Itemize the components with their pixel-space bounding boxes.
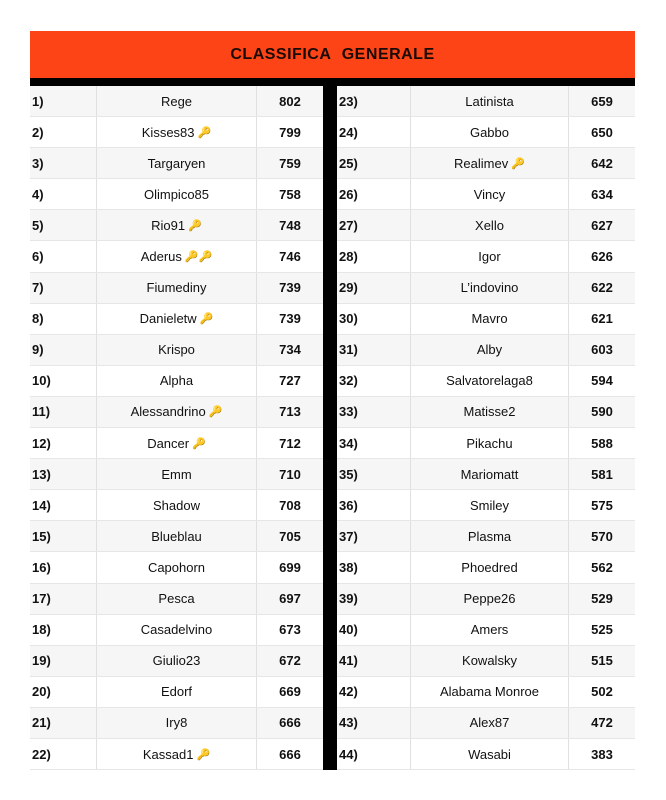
player-score: 748 <box>279 217 301 233</box>
rank-position: 18) <box>32 622 51 638</box>
player-name: Edorf <box>160 684 193 700</box>
table-row <box>30 428 323 459</box>
player-score: 705 <box>279 528 301 544</box>
player-name-cell <box>96 552 257 582</box>
player-name: Alabama Monroe <box>440 684 539 700</box>
rank-position: 13) <box>32 466 51 482</box>
rank-position: 3) <box>32 155 44 171</box>
player-name-cell <box>410 397 569 427</box>
player-name-cell <box>410 273 569 303</box>
player-name-cell <box>410 86 569 116</box>
player-name: Targaryen <box>147 155 206 171</box>
table-row <box>30 397 323 428</box>
table-row <box>337 210 635 241</box>
player-score: 673 <box>279 622 301 638</box>
table-row <box>30 366 323 397</box>
table-row <box>337 273 635 304</box>
table-row <box>337 490 635 521</box>
player-name-cell <box>410 490 569 520</box>
table-row <box>337 615 635 646</box>
player-score: 594 <box>591 373 613 389</box>
header-banner <box>30 31 635 78</box>
table-row <box>30 739 323 770</box>
player-score: 672 <box>279 653 301 669</box>
player-name: Rio91 <box>151 217 186 233</box>
player-name-cell <box>410 677 569 707</box>
player-name: Smiley <box>469 497 509 513</box>
table-row <box>337 677 635 708</box>
rank-position: 44) <box>339 746 358 762</box>
player-score: 529 <box>591 591 613 607</box>
player-name: Danieletw <box>139 311 197 327</box>
table-row <box>337 117 635 148</box>
player-name-cell <box>96 615 257 645</box>
key-icon: 🔑 <box>199 313 214 326</box>
player-score: 758 <box>279 186 301 202</box>
player-name: Rege <box>160 93 193 109</box>
table-row <box>337 335 635 366</box>
table-row <box>30 304 323 335</box>
player-name: Kassad1 <box>142 746 194 762</box>
rank-position: 32) <box>339 373 358 389</box>
player-score: 588 <box>591 435 613 451</box>
player-score: 697 <box>279 591 301 607</box>
rank-position: 2) <box>32 124 44 140</box>
player-name: Iry8 <box>165 715 188 731</box>
rank-position: 17) <box>32 591 51 607</box>
page-title: CLASSIFICA GENERALE <box>230 45 435 63</box>
rank-position: 19) <box>32 653 51 669</box>
player-name-cell <box>410 646 569 676</box>
rank-position: 34) <box>339 435 358 451</box>
rank-position: 42) <box>339 684 358 700</box>
player-score: 727 <box>279 373 301 389</box>
player-name: Xello <box>475 217 504 233</box>
player-score: 575 <box>591 497 613 513</box>
player-name-cell <box>410 335 569 365</box>
player-name: Wasabi <box>468 746 511 762</box>
key-icon: 🔑 <box>511 157 525 170</box>
rank-position: 22) <box>32 746 51 762</box>
ranking-column-left <box>30 86 323 770</box>
ranking-column-right <box>337 86 635 770</box>
player-score: 590 <box>591 404 613 420</box>
player-name-cell <box>410 708 569 738</box>
player-name: Phoedred <box>461 559 518 575</box>
table-row <box>337 708 635 739</box>
player-name-cell <box>410 304 569 334</box>
player-name-cell <box>96 86 257 116</box>
player-name: Peppe26 <box>463 591 516 607</box>
player-score: 581 <box>591 466 613 482</box>
player-name: Alby <box>476 342 503 358</box>
rank-position: 5) <box>32 217 44 233</box>
player-score: 634 <box>591 186 613 202</box>
rank-position: 7) <box>32 280 44 296</box>
rank-position: 9) <box>32 342 44 358</box>
player-name: Capohorn <box>147 559 206 575</box>
player-score: 699 <box>279 559 301 575</box>
player-name: Pesca <box>158 591 195 607</box>
player-score: 669 <box>279 684 301 700</box>
rank-position: 40) <box>339 622 358 638</box>
player-name: Vincy <box>473 186 506 202</box>
table-row <box>337 148 635 179</box>
player-score: 515 <box>591 653 613 669</box>
table-row <box>337 304 635 335</box>
player-name-cell <box>96 677 257 707</box>
table-row <box>30 646 323 677</box>
player-name: Pikachu <box>466 435 513 451</box>
player-name-cell <box>96 490 257 520</box>
rank-position: 30) <box>339 311 358 327</box>
table-row <box>337 739 635 770</box>
table-row <box>30 179 323 210</box>
table-row <box>30 677 323 708</box>
player-name-cell <box>96 148 257 178</box>
player-score: 739 <box>279 280 301 296</box>
player-name-cell <box>96 428 257 458</box>
player-score: 666 <box>279 715 301 731</box>
player-name: Plasma <box>467 528 512 544</box>
player-score: 759 <box>279 155 301 171</box>
player-score: 626 <box>591 249 613 265</box>
rank-position: 41) <box>339 653 358 669</box>
player-name: Casadelvino <box>140 622 213 638</box>
player-name: Giulio23 <box>152 653 201 669</box>
player-score: 383 <box>591 746 613 762</box>
table-row <box>337 646 635 677</box>
player-name-cell <box>96 708 257 738</box>
player-name: Dancer <box>147 435 190 451</box>
player-name: Gabbo <box>469 124 510 140</box>
rank-position: 38) <box>339 559 358 575</box>
table-row <box>337 397 635 428</box>
player-name-cell <box>96 521 257 551</box>
key-icon: 🔑 <box>184 251 199 264</box>
rank-position: 33) <box>339 404 358 420</box>
player-name: Olimpico85 <box>143 186 210 202</box>
table-row <box>337 366 635 397</box>
table-row <box>30 490 323 521</box>
rank-position: 24) <box>339 124 358 140</box>
table-row <box>30 708 323 739</box>
player-name: Blueblau <box>151 528 202 544</box>
player-name-cell <box>96 210 257 240</box>
table-row <box>337 521 635 552</box>
player-score: 713 <box>279 404 301 420</box>
player-score: 659 <box>591 93 613 109</box>
player-name: L’indovino <box>460 280 519 296</box>
rank-position: 26) <box>339 186 358 202</box>
player-name: Matisse2 <box>463 404 516 420</box>
rank-position: 28) <box>339 249 358 265</box>
player-name-cell <box>96 459 257 489</box>
rank-position: 37) <box>339 528 358 544</box>
rank-position: 14) <box>32 497 51 513</box>
table-row <box>30 117 323 148</box>
table-row <box>30 86 323 117</box>
rank-position: 25) <box>339 155 358 171</box>
column-divider-bar <box>323 86 337 770</box>
table-row <box>30 552 323 583</box>
player-name-cell <box>96 584 257 614</box>
rank-position: 36) <box>339 497 358 513</box>
rank-position: 23) <box>339 93 358 109</box>
player-score: 802 <box>279 93 301 109</box>
rank-position: 39) <box>339 591 358 607</box>
rank-position: 8) <box>32 311 44 327</box>
player-name: Fiumediny <box>146 280 207 296</box>
player-name: Amers <box>470 622 509 638</box>
player-score: 627 <box>591 217 613 233</box>
player-score: 642 <box>591 155 613 171</box>
player-name-cell <box>410 117 569 147</box>
key-icon: 🔑 <box>188 219 202 232</box>
player-name: Emm <box>161 466 192 482</box>
key-icon: 🔑 <box>208 406 223 419</box>
player-name-cell <box>96 739 257 769</box>
table-row <box>30 148 323 179</box>
player-name-cell <box>410 739 569 769</box>
player-score: 603 <box>591 342 613 358</box>
rank-position: 12) <box>32 435 51 451</box>
player-name: Salvatorelaga8 <box>446 373 533 389</box>
table-row <box>337 552 635 583</box>
rank-position: 29) <box>339 280 358 296</box>
player-score: 502 <box>591 684 613 700</box>
player-name-cell <box>410 366 569 396</box>
table-row <box>337 241 635 272</box>
player-name: Kowalsky <box>462 653 517 669</box>
player-score: 570 <box>591 528 613 544</box>
player-score: 650 <box>591 124 613 140</box>
rank-position: 21) <box>32 715 51 731</box>
player-score: 666 <box>279 746 301 762</box>
player-name-cell <box>96 646 257 676</box>
player-score: 734 <box>279 342 301 358</box>
player-name: Aderus <box>140 249 182 265</box>
table-row <box>30 210 323 241</box>
table-row <box>30 241 323 272</box>
player-name-cell <box>410 241 569 271</box>
player-name: Alpha <box>159 373 194 389</box>
rank-position: 43) <box>339 715 358 731</box>
player-name-cell <box>96 179 257 209</box>
player-name-cell <box>410 584 569 614</box>
player-name-cell <box>96 366 257 396</box>
player-name-cell <box>96 397 257 427</box>
player-score: 712 <box>279 435 301 451</box>
rank-position: 20) <box>32 684 51 700</box>
player-name-cell <box>410 459 569 489</box>
header-divider-bar <box>30 78 635 86</box>
table-row <box>30 335 323 366</box>
table-row <box>30 615 323 646</box>
rank-position: 15) <box>32 528 51 544</box>
player-score: 708 <box>279 497 301 513</box>
player-score: 525 <box>591 622 613 638</box>
table-row <box>337 86 635 117</box>
player-name-cell <box>410 210 569 240</box>
player-name: Realimev <box>454 155 509 171</box>
table-row <box>30 521 323 552</box>
rank-position: 31) <box>339 342 358 358</box>
rank-position: 4) <box>32 186 44 202</box>
player-name: Kisses83 <box>141 124 195 140</box>
player-name-cell <box>410 148 569 178</box>
player-name: Latinista <box>465 93 514 109</box>
player-score: 746 <box>279 249 301 265</box>
player-name: Krispo <box>158 342 195 358</box>
player-name-cell <box>410 615 569 645</box>
rank-position: 1) <box>32 93 44 109</box>
table-row <box>30 584 323 615</box>
player-score: 799 <box>279 124 301 140</box>
table-row <box>337 179 635 210</box>
rank-position: 6) <box>32 249 44 265</box>
player-name-cell <box>96 335 257 365</box>
key-icon: 🔑 <box>196 748 211 761</box>
player-name-cell <box>410 552 569 582</box>
player-name: Mariomatt <box>460 466 519 482</box>
player-score: 472 <box>591 715 613 731</box>
table-row <box>337 428 635 459</box>
rank-position: 27) <box>339 217 358 233</box>
table-row <box>30 459 323 490</box>
player-name: Mavro <box>471 311 508 327</box>
rank-position: 11) <box>32 404 51 420</box>
player-name-cell <box>96 273 257 303</box>
rank-position: 16) <box>32 559 51 575</box>
player-name-cell <box>410 521 569 551</box>
table-row <box>30 273 323 304</box>
player-name-cell <box>96 241 257 271</box>
key-icon: 🔑 <box>192 437 206 450</box>
player-name: Shadow <box>153 497 200 513</box>
player-name-cell <box>96 117 257 147</box>
table-row <box>337 459 635 490</box>
player-name-cell <box>410 428 569 458</box>
rank-position: 35) <box>339 466 358 482</box>
player-score: 562 <box>591 559 613 575</box>
key-icon: 🔑 <box>197 126 212 139</box>
player-name-cell <box>96 304 257 334</box>
player-score: 621 <box>591 311 613 327</box>
player-name: Igor <box>478 249 501 265</box>
player-score: 622 <box>591 280 613 296</box>
rank-position: 10) <box>32 373 51 389</box>
player-score: 739 <box>279 311 301 327</box>
player-name: Alessandrino <box>130 404 206 420</box>
player-score: 710 <box>279 466 301 482</box>
player-name: Alex87 <box>469 715 510 731</box>
player-name-cell <box>410 179 569 209</box>
key-icon: 🔑 <box>198 251 213 264</box>
table-row <box>337 584 635 615</box>
